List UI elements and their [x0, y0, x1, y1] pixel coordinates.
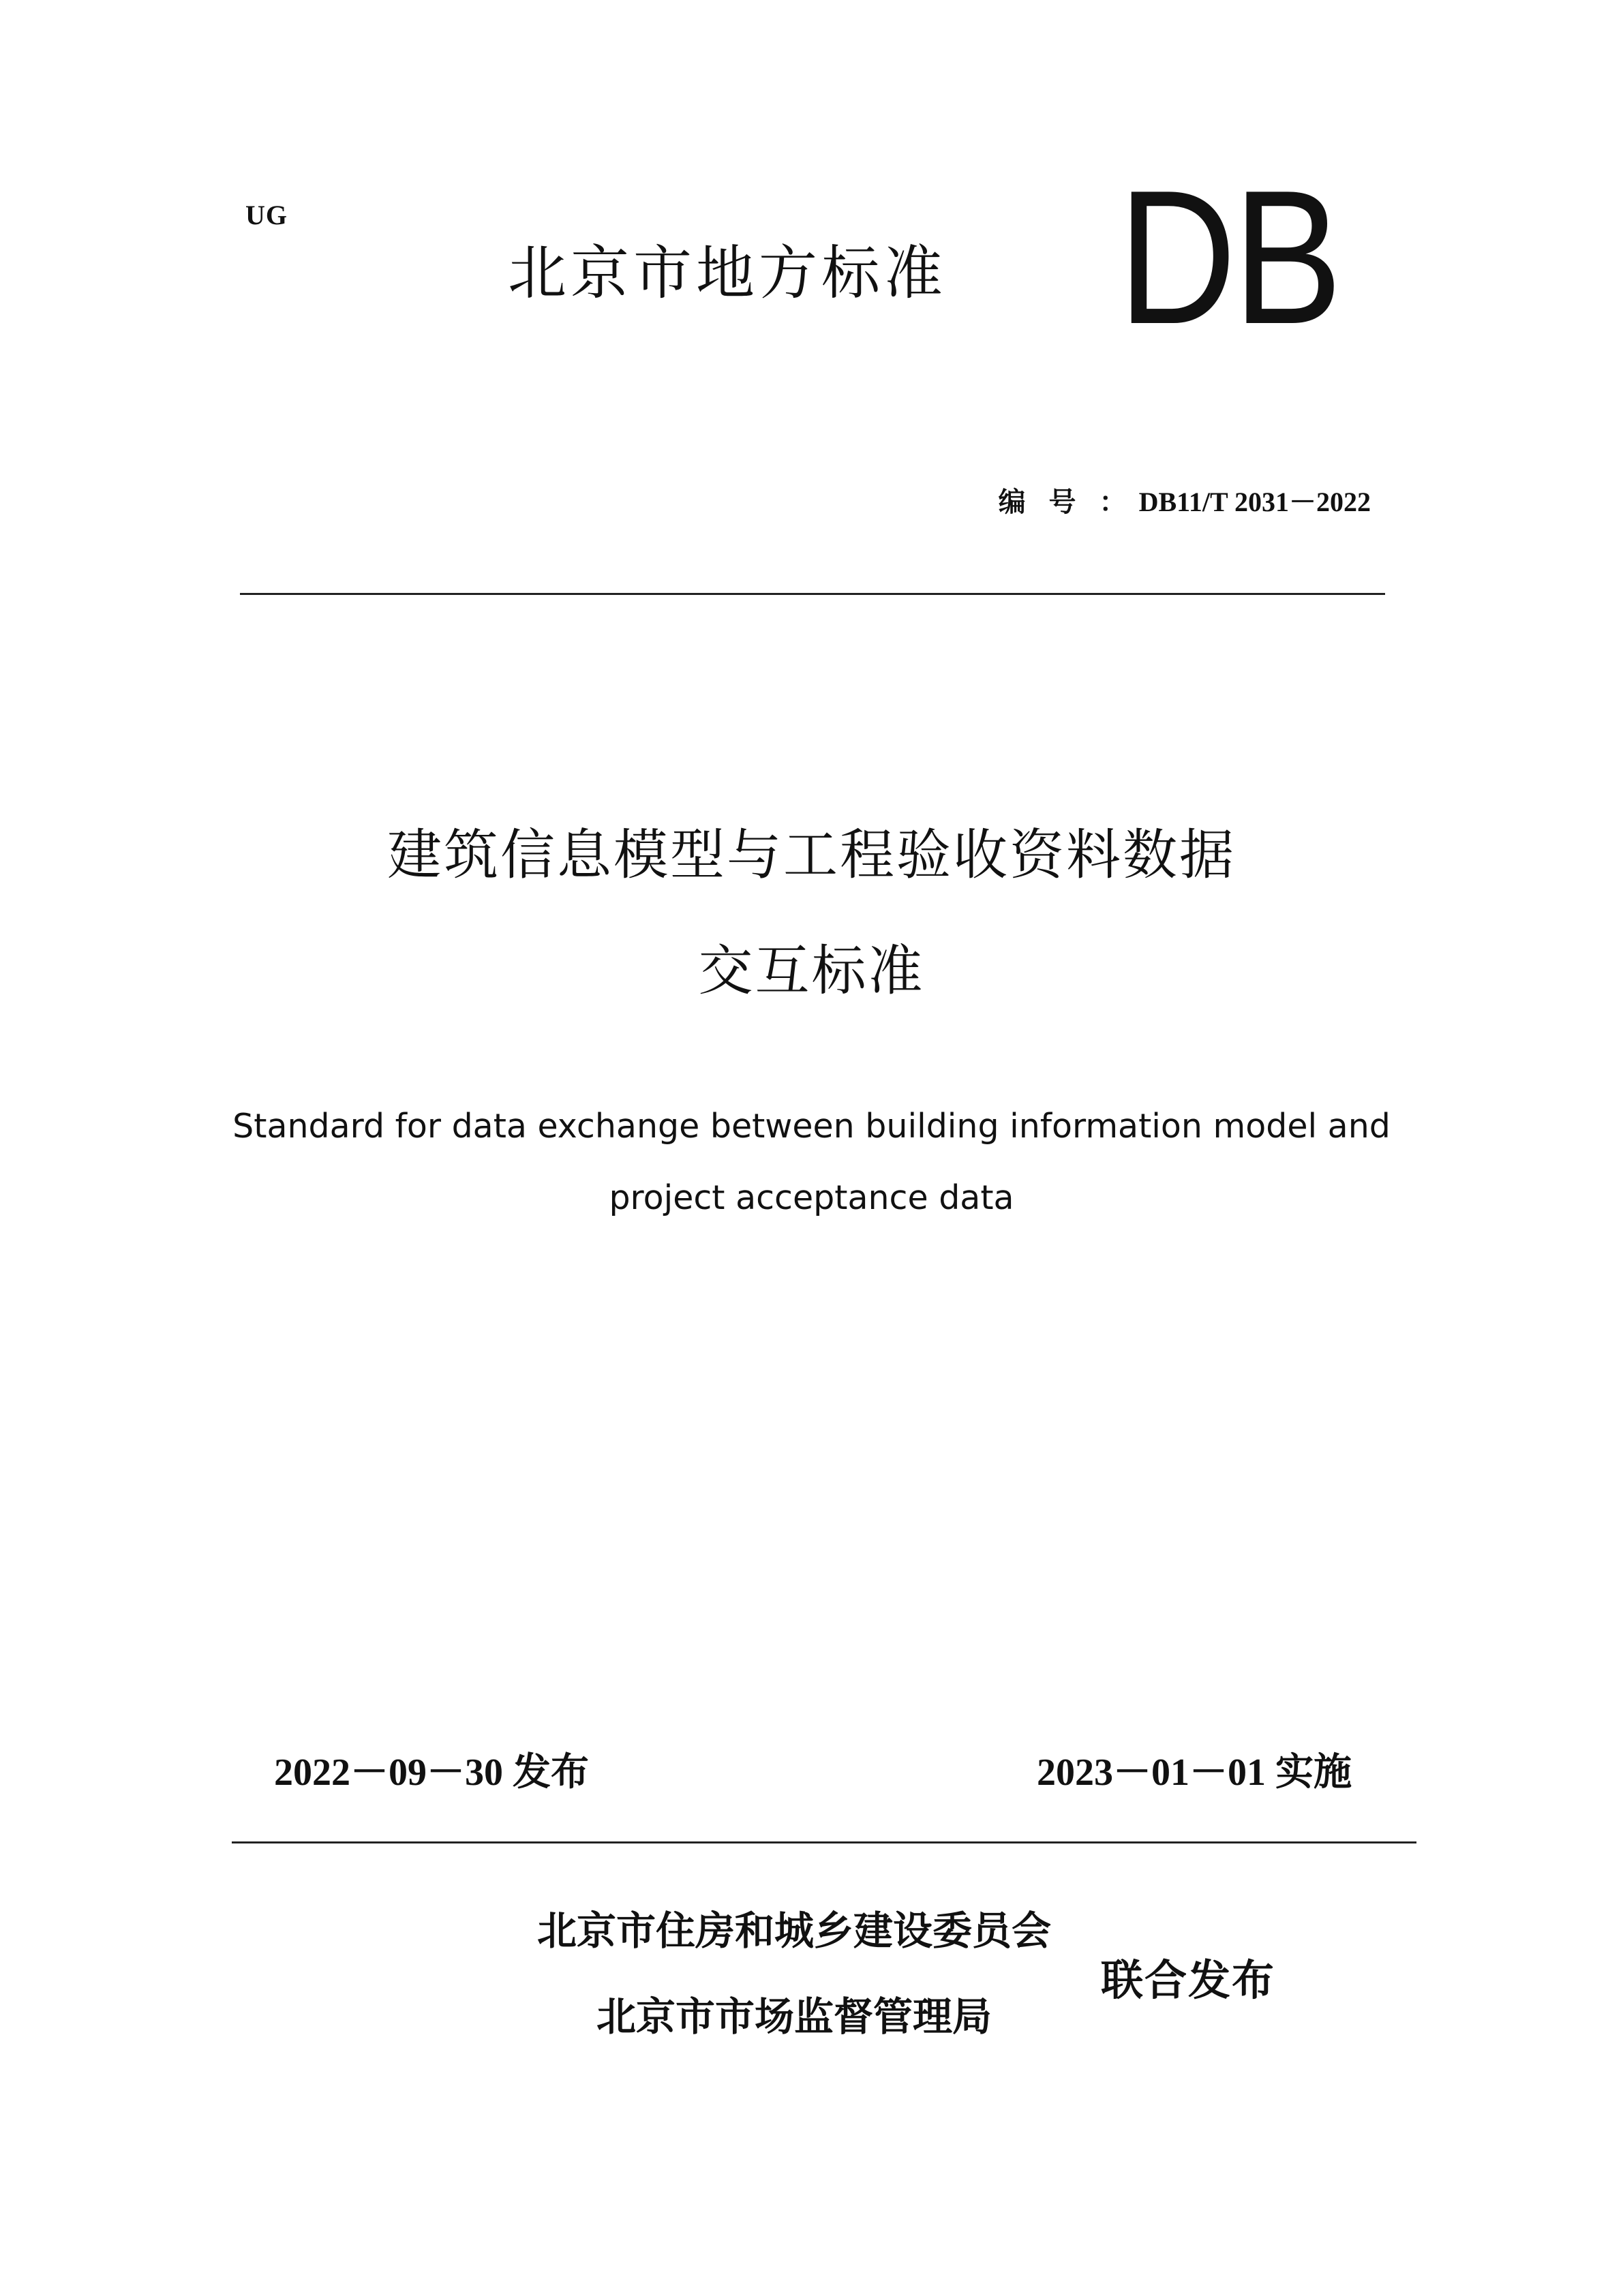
standard-type-heading: 北京市地方标准: [508, 239, 947, 307]
top-divider: [240, 593, 1385, 595]
chinese-title-line-2: 交互标准: [698, 939, 925, 1002]
ug-code: UG: [245, 200, 288, 230]
publish-date: 2022－09－30 发布: [274, 1751, 589, 1794]
implement-date: 2023－01－01 实施: [1037, 1751, 1352, 1794]
chinese-title: [0, 797, 1623, 1029]
issuer-2: 北京市市场监督管理局: [596, 1993, 992, 2040]
english-title-line-2: project acceptance data: [609, 1178, 1014, 1217]
serial-number: DB11/T 2031－2022: [1138, 487, 1371, 517]
db-mark: DB: [1118, 151, 1339, 364]
issuer-1: 北京市住房和城乡建设委员会: [536, 1908, 1051, 1954]
issuing-organizations: [477, 1888, 1111, 2060]
joint-publish-label: 联合发布: [1101, 1955, 1276, 2005]
chinese-title-line-1: 建筑信息模型与工程验收资料数据: [387, 823, 1236, 887]
english-title-line-1: Standard for data exchange between building information model and: [232, 1107, 1391, 1146]
english-title: [0, 1090, 1623, 1234]
bottom-divider: [232, 1841, 1416, 1843]
serial-label: 编号：: [998, 487, 1150, 517]
serial-number-line: [999, 480, 1371, 519]
